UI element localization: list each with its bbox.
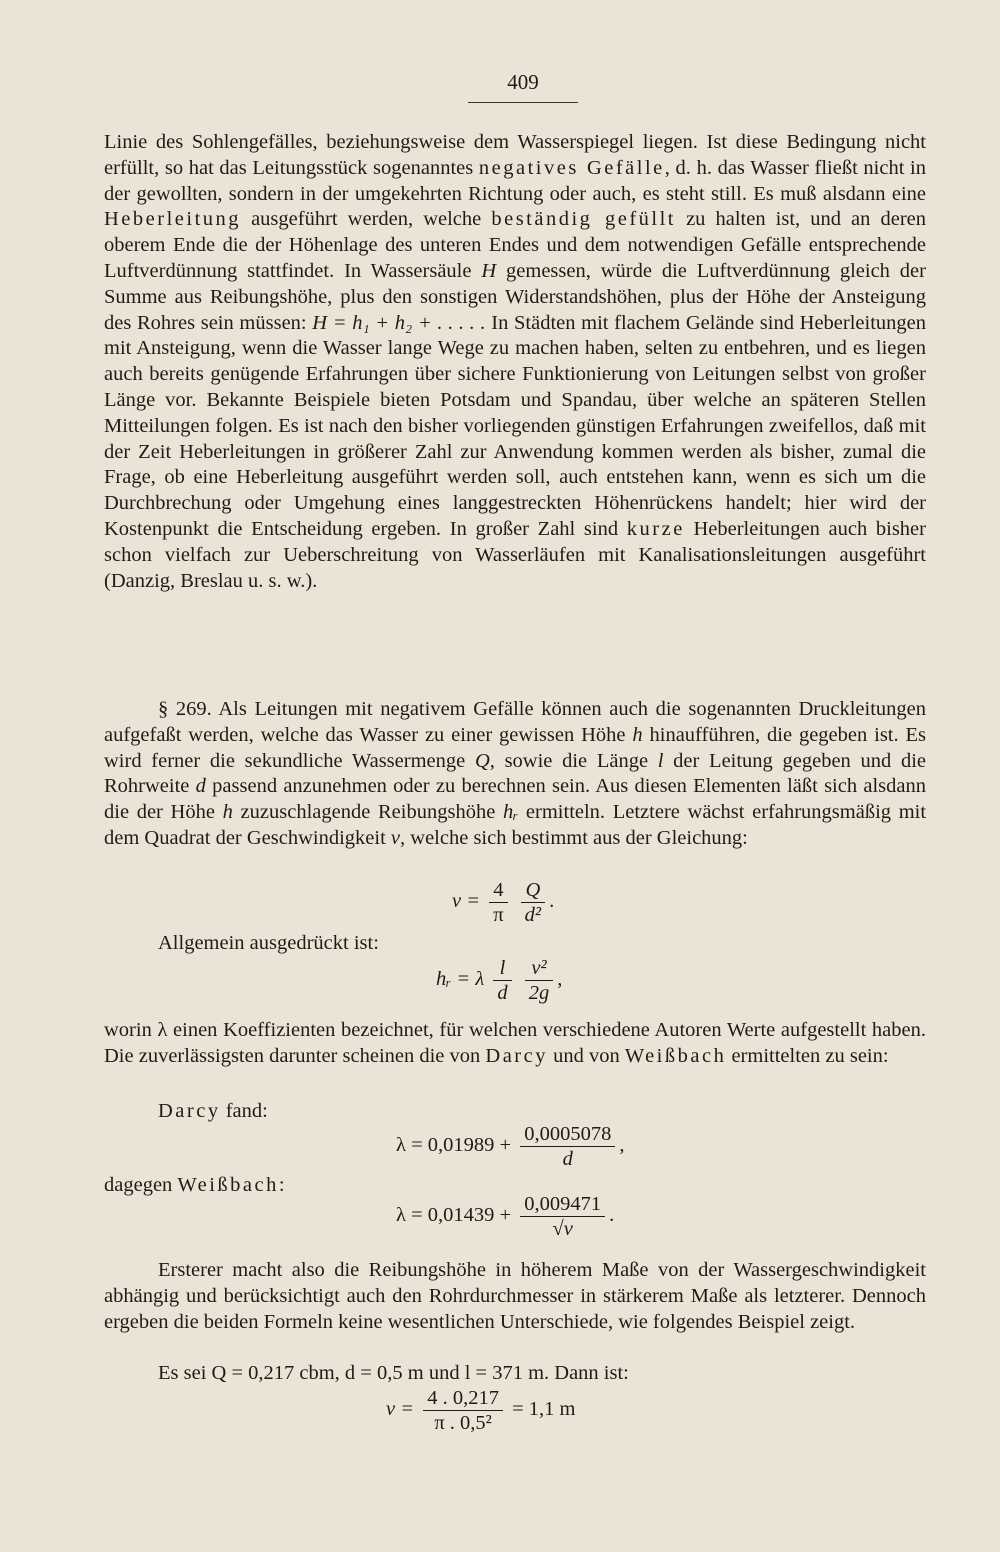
equation-weissbach — [396, 1192, 614, 1241]
text: dagegen — [104, 1174, 178, 1196]
numerator: 4 . 0,217 — [427, 1387, 499, 1409]
text: und von — [548, 1044, 625, 1067]
text: Ersterer macht also die Reibungshöhe in höherem Maße von der Wassergeschwindigkeit abhängig und berücksichtigt auch den Rohrdurchmesser in stärkerem Maße als letzterer. Dennoch ergeben die beiden Formeln keine wesentlichen Unterschiede, wie folgendes Beispiel zeigt. — [104, 1259, 926, 1333]
text: ausgeführt werden, welche — [241, 208, 492, 231]
denominator: √v — [520, 1216, 605, 1241]
text: fand: — [220, 1100, 268, 1122]
numerator: l — [499, 957, 506, 979]
emphasis-weissbach: Weißbach — [624, 1044, 727, 1067]
text: ermittelten zu sein: — [726, 1044, 889, 1067]
page-number: 409 — [507, 70, 539, 94]
emphasis-kurze: kurze — [626, 517, 685, 540]
inline-formula: H = h₁ + h₂ + . . . . . — [312, 311, 486, 334]
variable: l — [657, 749, 664, 772]
name-weissbach: Weißbach — [177, 1174, 279, 1196]
equation-velocity — [452, 878, 554, 927]
text: zu halten ist, und an deren oberem Ende die der Höhenlage des unteren Endes und dem notwendigen Gefälle entsprechende Luftverdünnung stattfindet. In Wassersäule — [104, 208, 926, 282]
denominator: d — [493, 980, 511, 1005]
eq-lhs: v = — [452, 890, 481, 913]
text: Linie des Sohlengefälles, beziehungsweise dem Wasserspiegel liegen. Ist diese Bedingung nicht erfüllt, so hat das Leitungsstück sogenanntes — [104, 131, 926, 179]
label-darcy — [158, 1100, 268, 1123]
text: hinaufführen, die gegeben ist. Es wird ferner die sekundliche Wassermenge — [104, 723, 927, 772]
text: : — [278, 1174, 285, 1196]
variable: hᵣ — [502, 801, 519, 824]
eq-rhs: = 1,1 m — [512, 1398, 576, 1421]
eq-end: , — [557, 968, 563, 991]
eq-lhs: λ = 0,01439 + — [396, 1204, 512, 1227]
text: ermitteln. Letztere wächst erfahrungsmäßig mit dem Quadrat der Geschwindigkeit — [104, 801, 927, 849]
paragraph-coefficient — [104, 1018, 926, 1070]
paragraph-comparison — [104, 1258, 926, 1335]
equation-friction-height — [436, 956, 562, 1005]
denominator: d² — [521, 902, 545, 927]
line-allgemein: Allgemein ausgedrückt ist: — [158, 932, 379, 954]
fraction — [489, 878, 507, 927]
text: , welche sich bestimmt aus der Gleichung: — [400, 826, 748, 849]
text: gemessen, würde die Luftverdünnung gleich der Summe aus Reibungshöhe, plus den sonstigen Widerstandshöhen, plus der Höhe der Ansteigung des Rohres sein müssen: — [104, 259, 926, 334]
paragraph-heberleitung — [104, 130, 926, 594]
variable: d — [195, 775, 206, 798]
paragraph-section-269 — [104, 697, 926, 852]
variable: Q — [474, 749, 490, 772]
denominator: π — [489, 902, 507, 927]
eq-lhs: v = — [386, 1398, 415, 1421]
denominator: π . 0,5² — [423, 1410, 503, 1435]
eq-end: . — [609, 1204, 615, 1227]
fraction — [520, 1122, 615, 1171]
variable: v — [390, 826, 401, 849]
text: , d. h. das Wasser fließt nicht in der gewollten, sondern in der umgekehrten Richtung oder auch, es steht still. Es muß alsdann eine — [104, 156, 927, 205]
text: , sowie die Länge — [489, 749, 658, 772]
numerator: 0,009471 — [524, 1193, 602, 1215]
eq-lhs: hᵣ = λ — [436, 968, 485, 991]
text: zuzuschlagende Reibungshöhe — [232, 801, 503, 824]
eq-lhs: λ = 0,01989 + — [396, 1134, 512, 1157]
denominator: 2g — [525, 980, 554, 1005]
text: passend anzunehmen oder zu berechnen sein. Aus diesen Elementen läßt sich alsdann die der Höhe — [104, 775, 926, 824]
fraction — [525, 956, 554, 1005]
text: In Städten mit flachem Gelände sind Heberleitungen mit Ansteigung, wenn die Wasser lange Wege zu machen haben, selten zu entbehren, und es liegen auch bereits genügende Erfahrungen über sichere Funktionierung von Leitungen selbst von großer Länge vor. Bekannte Beispiele bieten Potsdam und Spandau, über welche an späteren Stellen Mitteilungen folgen. Es ist nach den bisher vorliegenden günstigen Erfahrungen zweifellos, daß mit der Zeit Heberleitungen in größerer Zahl zur Anwendung kommen werden als bisher, zumal die Frage, ob eine Heberleitung ausgeführt werden soll, auch entstehen kann, wenn es sich um die Durchbrechung oder Umgehung eines langgestreckten Höhenrückens handelt; hier wird der Kostenpunkt die Entscheidung ergeben. In großer Zahl sind — [104, 311, 927, 540]
emphasis-heberleitung: Heberleitung — [104, 208, 242, 231]
fraction — [521, 878, 545, 927]
variable: h — [222, 801, 233, 824]
example-line: Es sei Q = 0,217 cbm, d = 0,5 m und l = 371 m. Dann ist: — [158, 1362, 629, 1384]
emphasis-negatives-gefaelle: negatives Gefälle — [478, 156, 665, 179]
fraction — [520, 1192, 605, 1241]
emphasis-darcy: Darcy — [485, 1044, 548, 1067]
equation-example — [386, 1386, 575, 1435]
variable: h — [632, 723, 643, 746]
numerator: Q — [525, 879, 541, 901]
eq-end: , — [619, 1134, 625, 1157]
variable-h: H — [481, 259, 497, 282]
emphasis-bestaendig-gefuellt: beständig gefüllt — [491, 208, 676, 231]
name-darcy: Darcy — [158, 1100, 221, 1122]
eq-end: . — [549, 890, 555, 913]
text: Heberleitungen auch bisher schon vielfach zur Ueberschreitung von Wasserläufen mit Kanalisationsleitungen ausgeführt (Danzig, Breslau u. s. w.). — [104, 517, 926, 592]
fraction — [423, 1386, 503, 1435]
equation-darcy — [396, 1122, 624, 1171]
text: der Leitung gegeben und die Rohrweite — [104, 749, 926, 798]
label-weissbach — [104, 1174, 285, 1197]
numerator: v² — [531, 957, 547, 979]
text: worin λ einen Koeffizienten bezeichnet, für welchen verschiedene Autoren Werte aufgestellt haben. Die zuverlässigsten darunter scheinen die von — [104, 1019, 926, 1067]
numerator: 4 — [493, 879, 504, 901]
text: § 269. Als Leitungen mit negativem Gefälle können auch die sogenannten Druckleitungen aufgefaßt werden, welche das Wasser zu einer gewissen Höhe — [104, 698, 926, 746]
fraction — [493, 956, 511, 1005]
header-rule — [468, 102, 578, 103]
denominator: d — [520, 1146, 615, 1171]
numerator: 0,0005078 — [524, 1123, 612, 1145]
